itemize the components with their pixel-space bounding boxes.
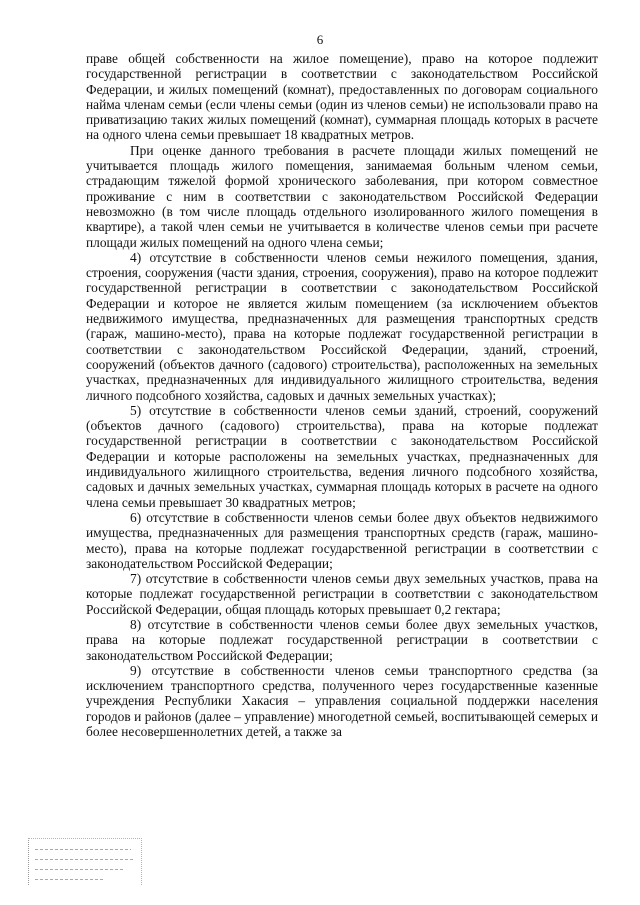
stamp-line xyxy=(35,859,135,860)
paragraph-item-5: 5) отсутствие в собственности членов семьи зданий, строений, сооружений (объектов дачного (садового) строительства), права на которые подлежат государственной регистрации в соответствии с законодательством Российской Федерации и которые расположены на земельных участках, предназначенных для индивидуального жилищного строительства, ведения личного подсобного хозяйства, садовых и дачных земельных участках, суммарная площадь которых в расчете на одного члена семьи превышает 30 квадратных метров; xyxy=(86,402,598,510)
paragraph-item-9: 9) отсутствие в собственности членов семьи транспортного средства (за исключением транспортного средства, полученного через государственные казенные учреждения Республики Хакасия – управления социальной поддержки населения городов и районов (далее – управление) многодетной семьей, воспитывающей семерых и более несовершеннолетних детей, а также за xyxy=(86,662,598,740)
paragraph-item-4: 4) отсутствие в собственности членов семьи нежилого помещения, здания, строения, сооружения (части здания, строения, сооружения), право на которое подлежит государственной регистрации в соответствии с законодательством Российской Федерации и которое не является жилым помещением (за исключением объектов недвижимого имущества, предназначенных для размещения транспортных средств (гараж, машино-место), права на которые подлежат государственной регистрации в соответствии с законодательством Российской Федерации, зданий, строений, сооружений (объектов дачного (садового) строительства), расположенных на земельных участках, предназначенных для индивидуального жилищного строительства, ведения личного подсобного хозяйства, садовых и дачных земельных участках); xyxy=(86,249,598,403)
document-body xyxy=(86,51,598,739)
paragraph-item-6: 6) отсутствие в собственности членов семьи более двух объектов недвижимого имущества, предназначенных для размещения транспортных средств (гараж, машино-место), права на которые подлежат государственной регистрации в соответствии с законодательством Российской Федерации; xyxy=(86,509,598,571)
paragraph-assessment-note: При оценке данного требования в расчете площади жилых помещений не учитывается площадь жилого помещения, занимаемая больным членом семьи, страдающим тяжелой формой хронического заболевания, при котором совместное проживание с ним в соответствии с законодательством Российской Федерации невозможно (в том числе площадь отдельного изолированного жилого помещения в квартире), а такой член семьи не учитывается в количестве членов семьи при расчете площади жилых помещений на одного члена семьи; xyxy=(86,142,598,250)
faded-stamp xyxy=(28,838,142,885)
paragraph-item-8: 8) отсутствие в собственности членов семьи более двух земельных участков, права на которые подлежат государственной регистрации в соответствии с законодательством Российской Федерации; xyxy=(86,616,598,663)
stamp-line xyxy=(35,879,105,880)
paragraph-continuation: праве общей собственности на жилое помещение), право на которое подлежит государственной регистрации в соответствии с законодательством Российской Федерации, и жилых помещений (комнат), предоставленных по договорам социального найма членам семьи (если члены семьи (один из членов семьи) не использовали право на приватизацию таких жилых помещений (комнат), суммарная площадь которых в расчете на одного члена семьи превышает 18 квадратных метров. xyxy=(86,51,598,143)
stamp-line xyxy=(35,869,123,870)
page-number: 6 xyxy=(316,32,324,47)
paragraph-item-7: 7) отсутствие в собственности членов семьи двух земельных участков, права на которые подлежат государственной регистрации в соответствии с законодательством Российской Федерации, общая площадь которых превышает 0,2 гектара; xyxy=(86,571,598,617)
stamp-line xyxy=(35,849,131,850)
